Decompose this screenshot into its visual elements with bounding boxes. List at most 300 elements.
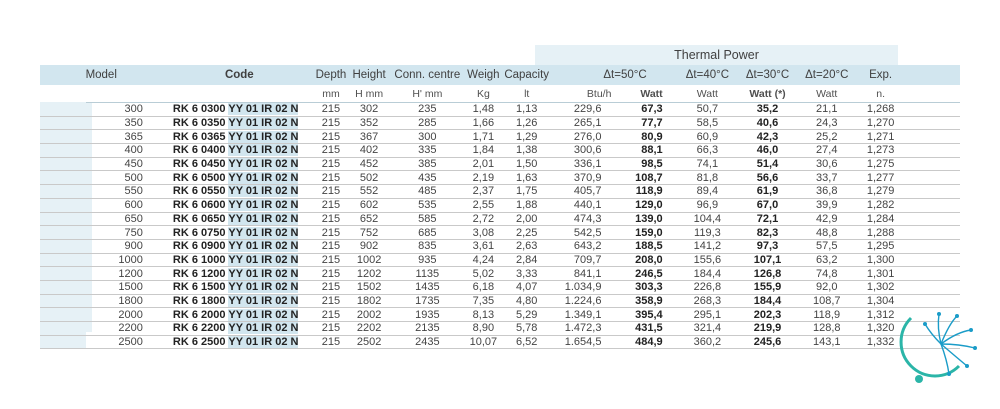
code-suffix: YY 01 IR 02 N xyxy=(228,226,299,239)
height-cell: 1502 xyxy=(348,280,390,294)
height-cell: 602 xyxy=(348,198,390,212)
height-cell: 1002 xyxy=(348,253,390,267)
weight-cell: 2,37 xyxy=(465,185,502,199)
w20-cell: 108,7 xyxy=(797,294,857,308)
depth-cell: 215 xyxy=(314,308,348,322)
code-cell xyxy=(165,171,314,185)
code-suffix: YY 01 IR 02 N xyxy=(228,185,299,198)
w30-cell: 56,6 xyxy=(738,171,797,185)
code-prefix: RK 6 0350 xyxy=(172,117,229,130)
w20-cell: 24,3 xyxy=(797,116,857,130)
capacity-cell: 6,52 xyxy=(502,335,551,349)
w40-cell: 50,7 xyxy=(677,103,738,117)
w40-cell: 104,4 xyxy=(677,212,738,226)
btu-cell: 440,1 xyxy=(551,198,615,212)
code-prefix: RK 6 0400 xyxy=(172,144,229,157)
w50-cell: 395,4 xyxy=(615,308,676,322)
code-suffix: YY 01 IR 02 N xyxy=(228,103,299,116)
thermal-power-header: Thermal Power xyxy=(535,45,898,65)
code-prefix: RK 6 0550 xyxy=(172,185,229,198)
w20-cell: 48,8 xyxy=(797,226,857,240)
table-row xyxy=(40,144,960,158)
exp-cell: 1,301 xyxy=(857,267,905,281)
table-row xyxy=(40,239,960,253)
conn-centre-cell: 835 xyxy=(390,239,465,253)
w50-cell: 484,9 xyxy=(615,335,676,349)
capacity-cell: 5,29 xyxy=(502,308,551,322)
w30-cell: 82,3 xyxy=(738,226,797,240)
code-cell xyxy=(165,294,314,308)
model-cell: 1000 xyxy=(86,253,165,267)
height-cell: 2502 xyxy=(348,335,390,349)
col-code: Code xyxy=(165,65,314,85)
table-row xyxy=(40,103,960,117)
code-prefix: RK 6 0600 xyxy=(172,199,229,212)
w20-cell: 57,5 xyxy=(797,239,857,253)
exp-cell: 1,284 xyxy=(857,212,905,226)
spec-table xyxy=(40,65,960,349)
btu-cell: 300,6 xyxy=(551,144,615,158)
weight-cell: 8,90 xyxy=(465,322,502,336)
code-cell xyxy=(165,185,314,199)
model-cell: 2200 xyxy=(86,322,165,336)
table-row xyxy=(40,335,960,349)
exp-cell: 1,300 xyxy=(857,253,905,267)
btu-cell: 709,7 xyxy=(551,253,615,267)
w20-cell: 92,0 xyxy=(797,280,857,294)
exp-cell: 1,288 xyxy=(857,226,905,240)
depth-cell: 215 xyxy=(314,130,348,144)
height-cell: 352 xyxy=(348,116,390,130)
height-cell: 1802 xyxy=(348,294,390,308)
code-cell xyxy=(165,198,314,212)
height-cell: 752 xyxy=(348,226,390,240)
table-row xyxy=(40,185,960,199)
code-cell xyxy=(165,335,314,349)
w20-cell: 118,9 xyxy=(797,308,857,322)
table-row xyxy=(40,212,960,226)
w30-cell: 184,4 xyxy=(738,294,797,308)
units-row xyxy=(40,85,960,103)
weight-cell: 2,55 xyxy=(465,198,502,212)
depth-cell: 215 xyxy=(314,185,348,199)
height-cell: 2002 xyxy=(348,308,390,322)
weight-cell: 10,07 xyxy=(465,335,502,349)
w30-cell: 126,8 xyxy=(738,267,797,281)
table-row xyxy=(40,267,960,281)
col-depth: Depth xyxy=(314,65,348,85)
code-prefix: RK 6 1000 xyxy=(172,253,229,266)
w20-cell: 27,4 xyxy=(797,144,857,158)
unit-w20: Watt xyxy=(797,85,857,103)
code-prefix: RK 6 2500 xyxy=(172,336,229,349)
w20-cell: 36,8 xyxy=(797,185,857,199)
height-cell: 402 xyxy=(348,144,390,158)
w50-cell: 108,7 xyxy=(615,171,676,185)
w20-cell: 143,1 xyxy=(797,335,857,349)
w30-cell: 61,9 xyxy=(738,185,797,199)
exp-cell: 1,277 xyxy=(857,171,905,185)
conn-centre-cell: 285 xyxy=(390,116,465,130)
btu-cell: 474,3 xyxy=(551,212,615,226)
w50-cell: 80,9 xyxy=(615,130,676,144)
height-cell: 652 xyxy=(348,212,390,226)
w40-cell: 321,4 xyxy=(677,322,738,336)
w30-cell: 202,3 xyxy=(738,308,797,322)
exp-cell: 1,332 xyxy=(857,335,905,349)
w40-cell: 155,6 xyxy=(677,253,738,267)
code-suffix: YY 01 IR 02 N xyxy=(228,240,299,253)
conn-centre-cell: 335 xyxy=(390,144,465,158)
conn-centre-cell: 2435 xyxy=(390,335,465,349)
conn-centre-cell: 2135 xyxy=(390,322,465,336)
w40-cell: 268,3 xyxy=(677,294,738,308)
code-suffix: YY 01 IR 02 N xyxy=(228,281,299,294)
height-cell: 2202 xyxy=(348,322,390,336)
capacity-cell: 4,80 xyxy=(502,294,551,308)
weight-cell: 7,35 xyxy=(465,294,502,308)
conn-centre-cell: 235 xyxy=(390,103,465,117)
w20-cell: 21,1 xyxy=(797,103,857,117)
exp-cell: 1,270 xyxy=(857,116,905,130)
code-suffix: YY 01 IR 02 N xyxy=(228,294,299,307)
w50-cell: 188,5 xyxy=(615,239,676,253)
w30-cell: 40,6 xyxy=(738,116,797,130)
exp-cell: 1,302 xyxy=(857,280,905,294)
conn-centre-cell: 485 xyxy=(390,185,465,199)
w20-cell: 39,9 xyxy=(797,198,857,212)
w50-cell: 129,0 xyxy=(615,198,676,212)
height-cell: 302 xyxy=(348,103,390,117)
btu-cell: 841,1 xyxy=(551,267,615,281)
capacity-cell: 4,07 xyxy=(502,280,551,294)
w50-cell: 67,3 xyxy=(615,103,676,117)
col-dt50: Δt=50°C xyxy=(551,65,676,85)
code-prefix: RK 6 2000 xyxy=(172,308,229,321)
weight-cell: 3,61 xyxy=(465,239,502,253)
conn-centre-cell: 535 xyxy=(390,198,465,212)
conn-centre-cell: 1435 xyxy=(390,280,465,294)
table-row xyxy=(40,157,960,171)
code-prefix: RK 6 0750 xyxy=(172,226,229,239)
unit-conn-centre: H' mm xyxy=(390,85,465,103)
model-cell: 1800 xyxy=(86,294,165,308)
model-cell: 500 xyxy=(86,171,165,185)
conn-centre-cell: 1135 xyxy=(390,267,465,281)
capacity-cell: 1,29 xyxy=(502,130,551,144)
col-capacity: Capacity xyxy=(502,65,551,85)
depth-cell: 215 xyxy=(314,226,348,240)
col-dt30: Δt=30°C xyxy=(738,65,797,85)
w50-cell: 246,5 xyxy=(615,267,676,281)
height-cell: 1202 xyxy=(348,267,390,281)
code-prefix: RK 6 1500 xyxy=(172,281,229,294)
capacity-cell: 1,88 xyxy=(502,198,551,212)
table-row xyxy=(40,253,960,267)
depth-cell: 215 xyxy=(314,253,348,267)
w30-cell: 219,9 xyxy=(738,322,797,336)
w40-cell: 360,2 xyxy=(677,335,738,349)
weight-cell: 5,02 xyxy=(465,267,502,281)
w20-cell: 74,8 xyxy=(797,267,857,281)
weight-cell: 2,19 xyxy=(465,171,502,185)
weight-cell: 2,72 xyxy=(465,212,502,226)
w50-cell: 77,7 xyxy=(615,116,676,130)
model-cell: 1500 xyxy=(86,280,165,294)
code-cell xyxy=(165,212,314,226)
capacity-cell: 2,63 xyxy=(502,239,551,253)
weight-cell: 2,01 xyxy=(465,157,502,171)
exp-cell: 1,271 xyxy=(857,130,905,144)
w50-cell: 208,0 xyxy=(615,253,676,267)
btu-cell: 643,2 xyxy=(551,239,615,253)
depth-cell: 215 xyxy=(314,322,348,336)
w50-cell: 98,5 xyxy=(615,157,676,171)
conn-centre-cell: 935 xyxy=(390,253,465,267)
btu-cell: 336,1 xyxy=(551,157,615,171)
btu-cell: 542,5 xyxy=(551,226,615,240)
w40-cell: 81,8 xyxy=(677,171,738,185)
w40-cell: 295,1 xyxy=(677,308,738,322)
weight-cell: 4,24 xyxy=(465,253,502,267)
model-cell: 450 xyxy=(86,157,165,171)
model-cell: 750 xyxy=(86,226,165,240)
w50-cell: 139,0 xyxy=(615,212,676,226)
w40-cell: 74,1 xyxy=(677,157,738,171)
w30-cell: 46,0 xyxy=(738,144,797,158)
capacity-cell: 1,38 xyxy=(502,144,551,158)
exp-cell: 1,312 xyxy=(857,308,905,322)
code-cell xyxy=(165,226,314,240)
model-cell: 300 xyxy=(86,103,165,117)
col-model: Model xyxy=(86,65,165,85)
code-suffix: YY 01 IR 02 N xyxy=(228,117,299,130)
weight-cell: 1,66 xyxy=(465,116,502,130)
table-row xyxy=(40,116,960,130)
w50-cell: 303,3 xyxy=(615,280,676,294)
exp-cell: 1,273 xyxy=(857,144,905,158)
code-prefix: RK 6 0650 xyxy=(172,212,229,225)
depth-cell: 215 xyxy=(314,335,348,349)
model-cell: 365 xyxy=(86,130,165,144)
depth-cell: 215 xyxy=(314,103,348,117)
code-suffix: YY 01 IR 02 N xyxy=(228,253,299,266)
w40-cell: 226,8 xyxy=(677,280,738,294)
col-weight: Weigh xyxy=(465,65,502,85)
code-prefix: RK 6 0365 xyxy=(172,130,229,143)
code-suffix: YY 01 IR 02 N xyxy=(228,308,299,321)
brand-logo-icon xyxy=(897,304,979,386)
code-cell xyxy=(165,130,314,144)
w30-cell: 72,1 xyxy=(738,212,797,226)
code-suffix: YY 01 IR 02 N xyxy=(228,158,299,171)
weight-cell: 1,84 xyxy=(465,144,502,158)
conn-centre-cell: 685 xyxy=(390,226,465,240)
capacity-cell: 5,78 xyxy=(502,322,551,336)
unit-depth: mm xyxy=(314,85,348,103)
w50-cell: 431,5 xyxy=(615,322,676,336)
w40-cell: 184,4 xyxy=(677,267,738,281)
col-dt20: Δt=20°C xyxy=(797,65,857,85)
w20-cell: 128,8 xyxy=(797,322,857,336)
capacity-cell: 3,33 xyxy=(502,267,551,281)
depth-cell: 215 xyxy=(314,171,348,185)
code-suffix: YY 01 IR 02 N xyxy=(228,130,299,143)
code-cell xyxy=(165,144,314,158)
code-suffix: YY 01 IR 02 N xyxy=(228,212,299,225)
exp-cell: 1,282 xyxy=(857,198,905,212)
model-cell: 900 xyxy=(86,239,165,253)
unit-w50: Watt xyxy=(615,85,676,103)
conn-centre-cell: 300 xyxy=(390,130,465,144)
depth-cell: 215 xyxy=(314,157,348,171)
code-prefix: RK 6 0900 xyxy=(172,240,229,253)
capacity-cell: 2,84 xyxy=(502,253,551,267)
w30-cell: 35,2 xyxy=(738,103,797,117)
code-suffix: YY 01 IR 02 N xyxy=(228,171,299,184)
capacity-cell: 2,00 xyxy=(502,212,551,226)
w30-cell: 155,9 xyxy=(738,280,797,294)
capacity-cell: 1,75 xyxy=(502,185,551,199)
model-cell: 650 xyxy=(86,212,165,226)
table-row xyxy=(40,198,960,212)
code-cell xyxy=(165,103,314,117)
weight-cell: 3,08 xyxy=(465,226,502,240)
conn-centre-cell: 585 xyxy=(390,212,465,226)
w40-cell: 89,4 xyxy=(677,185,738,199)
height-cell: 452 xyxy=(348,157,390,171)
header-row xyxy=(40,65,960,85)
conn-centre-cell: 1935 xyxy=(390,308,465,322)
table-row xyxy=(40,130,960,144)
btu-cell: 265,1 xyxy=(551,116,615,130)
unit-weight: Kg xyxy=(465,85,502,103)
code-cell xyxy=(165,157,314,171)
col-conn-centre: Conn. centre xyxy=(390,65,465,85)
exp-cell: 1,295 xyxy=(857,239,905,253)
w40-cell: 60,9 xyxy=(677,130,738,144)
capacity-cell: 1,63 xyxy=(502,171,551,185)
w30-cell: 51,4 xyxy=(738,157,797,171)
conn-centre-cell: 435 xyxy=(390,171,465,185)
exp-cell: 1,320 xyxy=(857,322,905,336)
btu-cell: 370,9 xyxy=(551,171,615,185)
btu-cell: 1.349,1 xyxy=(551,308,615,322)
model-cell: 600 xyxy=(86,198,165,212)
exp-cell: 1,279 xyxy=(857,185,905,199)
w20-cell: 30,6 xyxy=(797,157,857,171)
height-cell: 552 xyxy=(348,185,390,199)
weight-cell: 8,13 xyxy=(465,308,502,322)
code-prefix: RK 6 0450 xyxy=(172,158,229,171)
weight-cell: 1,71 xyxy=(465,130,502,144)
w50-cell: 118,9 xyxy=(615,185,676,199)
code-suffix: YY 01 IR 02 N xyxy=(228,199,299,212)
code-cell xyxy=(165,253,314,267)
w20-cell: 33,7 xyxy=(797,171,857,185)
code-cell xyxy=(165,239,314,253)
w20-cell: 25,2 xyxy=(797,130,857,144)
code-suffix: YY 01 IR 02 N xyxy=(228,322,299,335)
exp-cell: 1,304 xyxy=(857,294,905,308)
table-row xyxy=(40,308,960,322)
model-cell: 350 xyxy=(86,116,165,130)
table-row xyxy=(40,280,960,294)
code-prefix: RK 6 2200 xyxy=(172,322,229,335)
col-height: Height xyxy=(348,65,390,85)
btu-cell: 1.034,9 xyxy=(551,280,615,294)
unit-w30: Watt (*) xyxy=(738,85,797,103)
code-prefix: RK 6 1800 xyxy=(172,294,229,307)
code-cell xyxy=(165,280,314,294)
exp-cell: 1,275 xyxy=(857,157,905,171)
capacity-cell: 2,25 xyxy=(502,226,551,240)
w30-cell: 42,3 xyxy=(738,130,797,144)
height-cell: 502 xyxy=(348,171,390,185)
btu-cell: 276,0 xyxy=(551,130,615,144)
table-row xyxy=(40,226,960,240)
code-prefix: RK 6 0300 xyxy=(172,103,229,116)
w30-cell: 107,1 xyxy=(738,253,797,267)
w40-cell: 96,9 xyxy=(677,198,738,212)
w40-cell: 58,5 xyxy=(677,116,738,130)
depth-cell: 215 xyxy=(314,267,348,281)
table-body xyxy=(40,103,960,349)
unit-btu: Btu/h xyxy=(551,85,615,103)
code-cell xyxy=(165,322,314,336)
unit-height: H mm xyxy=(348,85,390,103)
w30-cell: 245,6 xyxy=(738,335,797,349)
unit-capacity: lt xyxy=(502,85,551,103)
w40-cell: 119,3 xyxy=(677,226,738,240)
weight-cell: 6,18 xyxy=(465,280,502,294)
model-cell: 2000 xyxy=(86,308,165,322)
btu-cell: 405,7 xyxy=(551,185,615,199)
col-dt40: Δt=40°C xyxy=(677,65,738,85)
w50-cell: 358,9 xyxy=(615,294,676,308)
model-cell: 400 xyxy=(86,144,165,158)
depth-cell: 215 xyxy=(314,144,348,158)
exp-cell: 1,268 xyxy=(857,103,905,117)
w30-cell: 67,0 xyxy=(738,198,797,212)
code-cell xyxy=(165,116,314,130)
code-cell xyxy=(165,267,314,281)
depth-cell: 215 xyxy=(314,294,348,308)
w50-cell: 159,0 xyxy=(615,226,676,240)
depth-cell: 215 xyxy=(314,280,348,294)
height-cell: 367 xyxy=(348,130,390,144)
depth-cell: 215 xyxy=(314,239,348,253)
code-prefix: RK 6 0500 xyxy=(172,171,229,184)
capacity-cell: 1,50 xyxy=(502,157,551,171)
table-row xyxy=(40,322,960,336)
conn-centre-cell: 385 xyxy=(390,157,465,171)
btu-cell: 229,6 xyxy=(551,103,615,117)
w30-cell: 97,3 xyxy=(738,239,797,253)
depth-cell: 215 xyxy=(314,212,348,226)
table-row xyxy=(40,171,960,185)
unit-w40: Watt xyxy=(677,85,738,103)
model-cell: 1200 xyxy=(86,267,165,281)
depth-cell: 215 xyxy=(314,116,348,130)
w50-cell: 88,1 xyxy=(615,144,676,158)
weight-cell: 1,48 xyxy=(465,103,502,117)
code-prefix: RK 6 1200 xyxy=(172,267,229,280)
model-cell: 2500 xyxy=(86,335,165,349)
capacity-cell: 1,26 xyxy=(502,116,551,130)
w20-cell: 42,9 xyxy=(797,212,857,226)
code-suffix: YY 01 IR 02 N xyxy=(228,267,299,280)
